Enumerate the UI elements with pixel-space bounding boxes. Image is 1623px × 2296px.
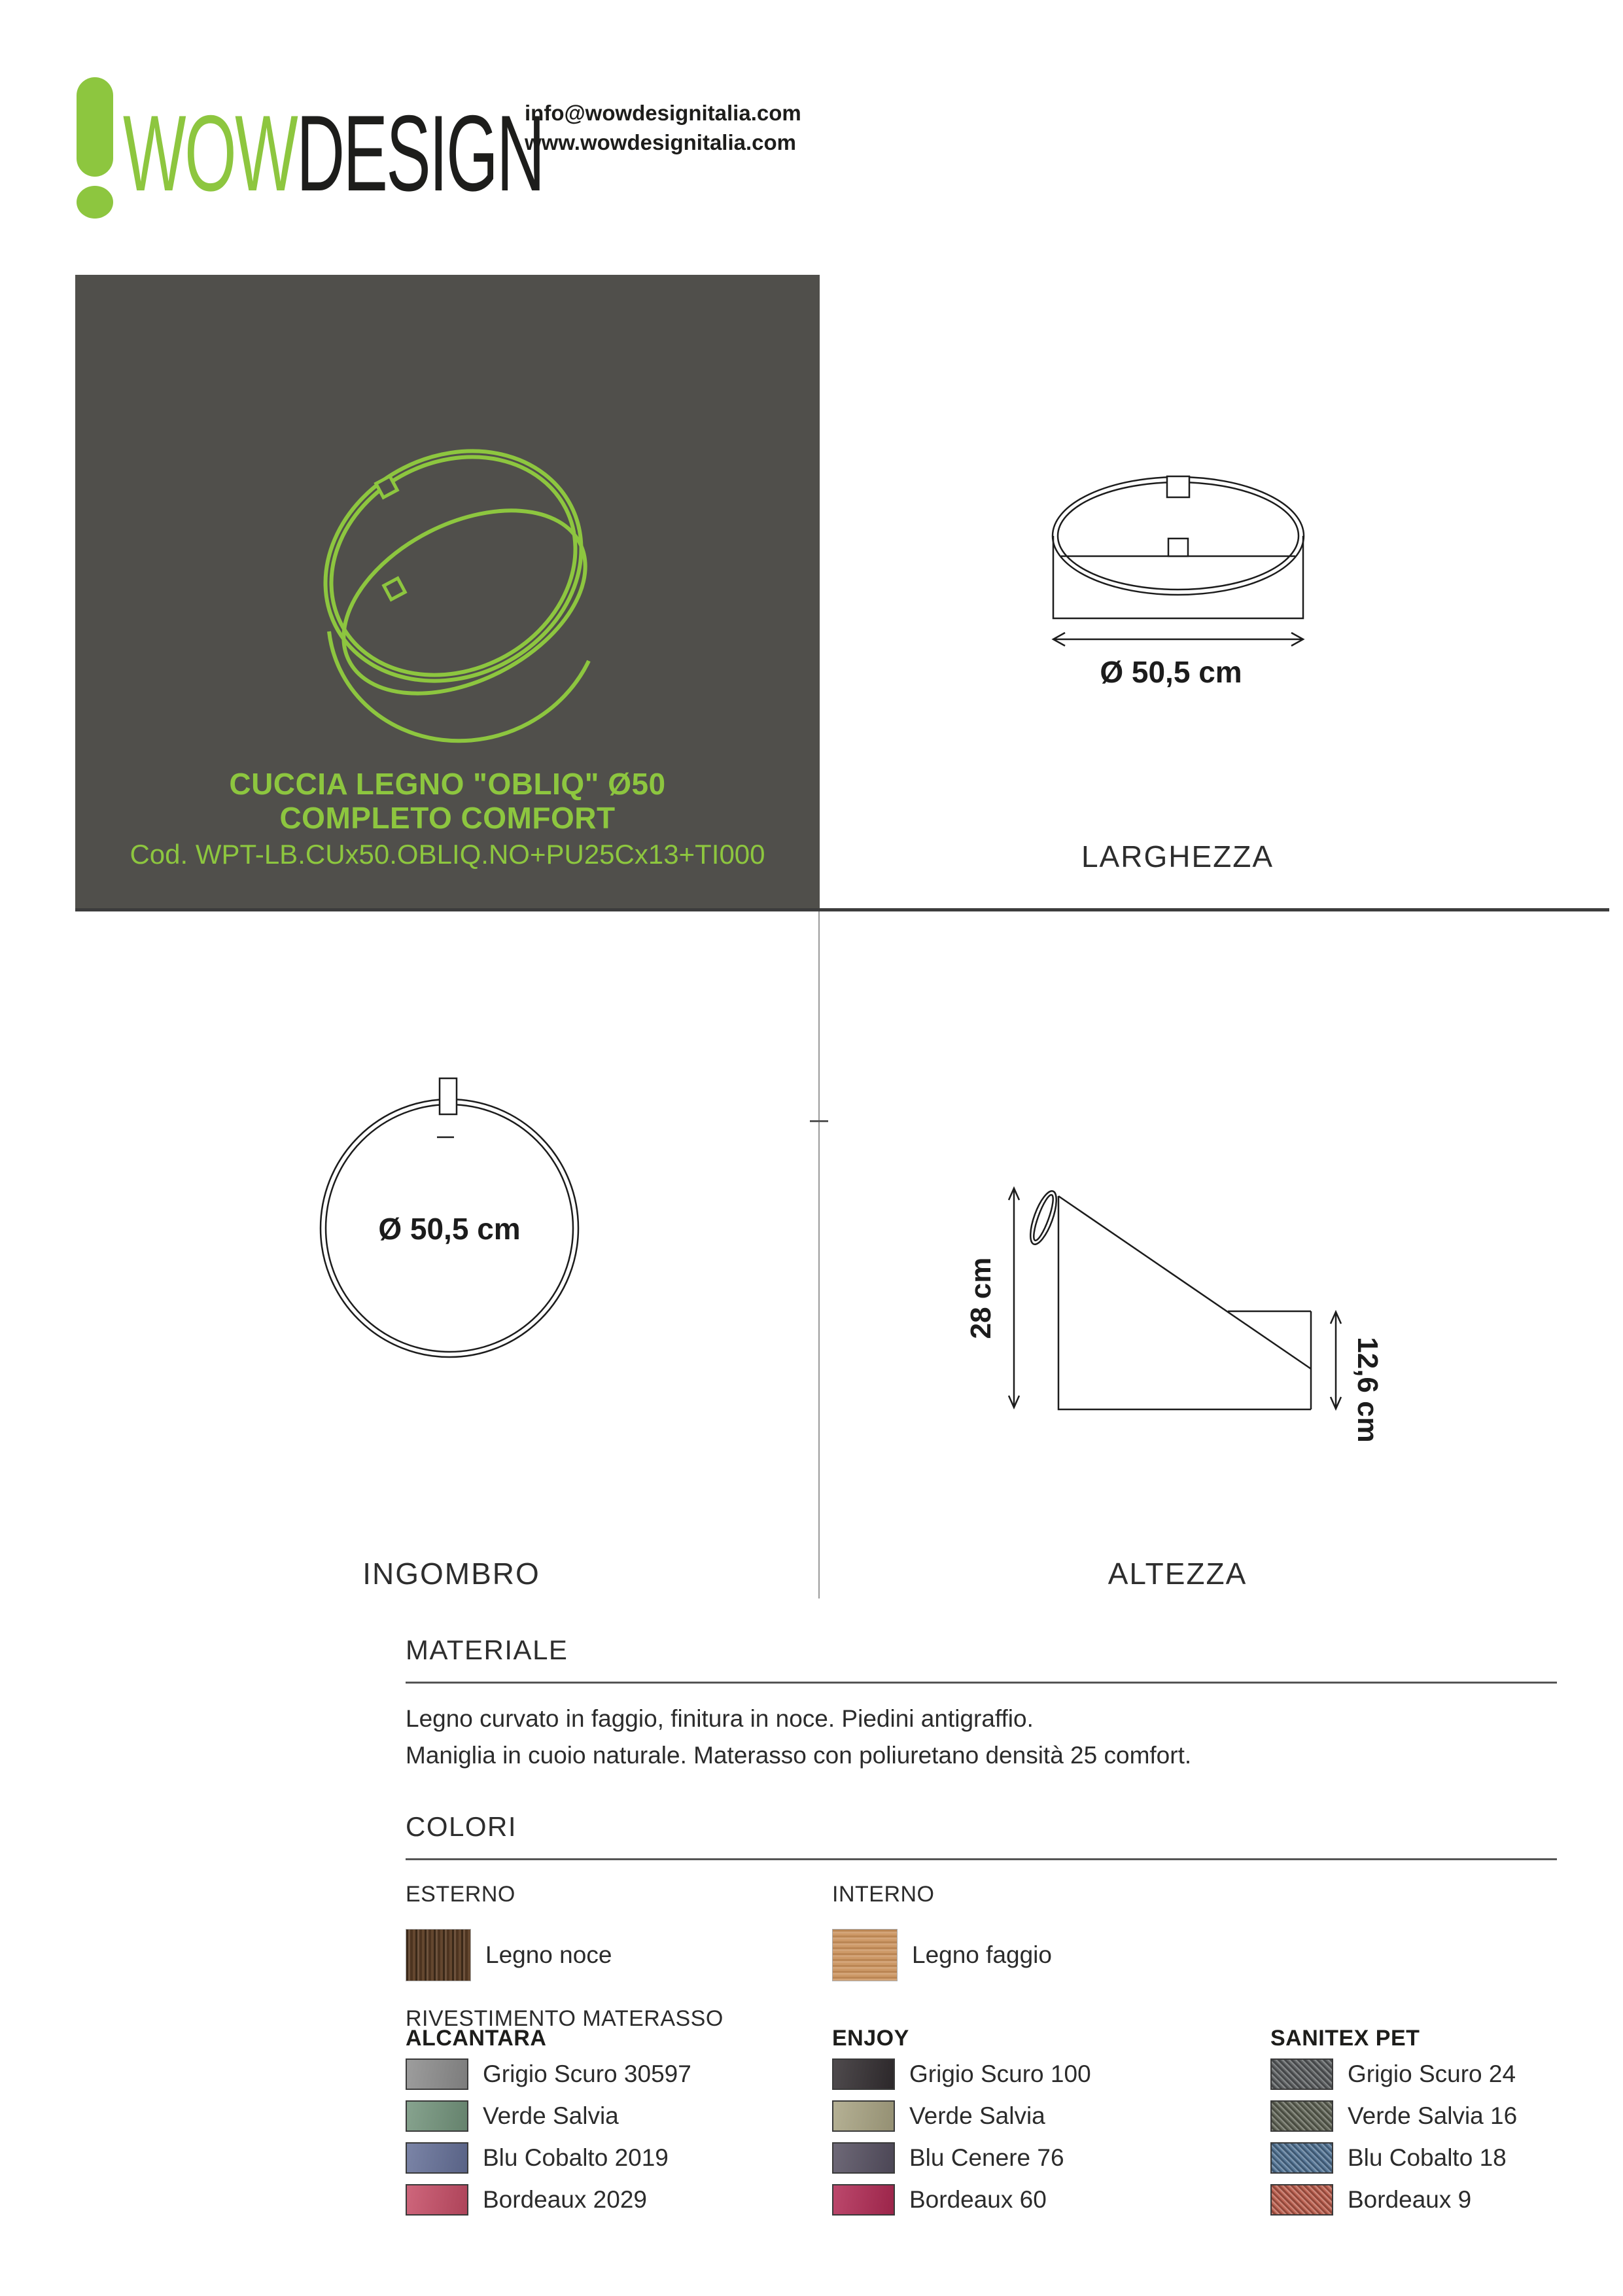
color-swatch	[1270, 2058, 1333, 2090]
divider-tick	[810, 1120, 828, 1122]
alcantara-swatch-column	[406, 2058, 691, 2216]
swatch-row	[832, 2100, 1091, 2132]
color-swatch	[832, 2142, 895, 2174]
legno-noce-swatch	[406, 1929, 471, 1981]
swatch-label: Verde Salvia	[909, 2102, 1045, 2129]
legno-faggio-swatch	[832, 1929, 898, 1981]
sanitex-swatch-column	[1270, 2058, 1517, 2216]
interno-label: INTERNO	[832, 1882, 935, 1907]
swatch-label: Grigio Scuro 24	[1348, 2060, 1516, 2087]
swatch-label: Blu Cobalto 2019	[483, 2144, 669, 2171]
swatch-row	[832, 2142, 1091, 2174]
esterno-label: ESTERNO	[406, 1882, 515, 1907]
swatch-row	[1270, 2100, 1517, 2132]
larghezza-label: LARGHEZZA	[1081, 839, 1274, 874]
swatch-label: Verde Salvia 16	[1348, 2102, 1518, 2129]
colori-heading: COLORI	[406, 1811, 517, 1842]
ingombro-dimension: Ø 50,5 cm	[378, 1212, 521, 1246]
swatch-label: Verde Salvia	[483, 2102, 619, 2129]
logo-exclamation-icon	[77, 77, 113, 177]
swatch-row	[406, 2184, 691, 2216]
swatch-row	[832, 2058, 1091, 2090]
legno-noce-label: Legno noce	[485, 1941, 612, 1968]
materiale-line1: Legno curvato in faggio, finitura in noce. Piedini antigraffio.	[406, 1705, 1034, 1732]
collection-header-enjoy: ENJOY	[832, 2026, 909, 2051]
altezza-label: ALTEZZA	[1108, 1557, 1248, 1591]
swatch-label: Grigio Scuro 30597	[483, 2060, 691, 2087]
materiale-rule	[406, 1682, 1557, 1684]
color-swatch	[832, 2184, 895, 2216]
product-line-art	[311, 438, 599, 766]
swatch-row	[406, 2100, 691, 2132]
color-swatch	[1270, 2100, 1333, 2132]
interno-swatch-row	[832, 1929, 1052, 1981]
materiale-line2: Maniglia in cuoio naturale. Materasso con poliuretano densità 25 comfort.	[406, 1742, 1192, 1769]
color-swatch	[406, 2142, 468, 2174]
color-swatch	[406, 2184, 468, 2216]
collection-header-alcantara: ALCANTARA	[406, 2026, 547, 2051]
swatch-label: Blu Cenere 76	[909, 2144, 1064, 2171]
enjoy-swatch-column	[832, 2058, 1091, 2216]
larghezza-dimension: Ø 50,5 cm	[1100, 655, 1242, 689]
swatch-label: Bordeaux 2029	[483, 2186, 647, 2213]
side-view-drawing	[942, 1174, 1400, 1417]
product-panel	[75, 275, 820, 908]
colori-rule	[406, 1858, 1557, 1860]
altezza-back-dimension: 28 cm	[965, 1257, 997, 1339]
color-swatch	[832, 2058, 895, 2090]
color-swatch	[1270, 2142, 1333, 2174]
color-swatch	[1270, 2184, 1333, 2216]
swatch-row	[832, 2184, 1091, 2216]
swatch-row	[406, 2058, 691, 2090]
rivestimento-label: RIVESTIMENTO MATERASSO	[406, 2006, 724, 2031]
logo-design-text: DESIGN	[296, 93, 544, 213]
contact-info	[525, 98, 801, 157]
swatch-row	[406, 2142, 691, 2174]
front-view-drawing	[1007, 468, 1348, 658]
color-swatch	[832, 2100, 895, 2132]
swatch-label: Grigio Scuro 100	[909, 2060, 1091, 2087]
swatch-label: Bordeaux 9	[1348, 2186, 1472, 2213]
swatch-row	[1270, 2184, 1517, 2216]
materiale-heading: MATERIALE	[406, 1634, 568, 1665]
contact-email[interactable]: info@wowdesignitalia.com	[525, 101, 801, 125]
swatch-row	[1270, 2142, 1517, 2174]
color-swatch	[406, 2100, 468, 2132]
swatch-row	[1270, 2058, 1517, 2090]
collection-header-sanitex-pet: SANITEX PET	[1270, 2026, 1420, 2051]
ingombro-label: INGOMBRO	[362, 1557, 540, 1591]
logo-wordmark	[123, 93, 544, 213]
esterno-swatch-row	[406, 1929, 612, 1981]
swatch-label: Bordeaux 60	[909, 2186, 1047, 2213]
swatch-label: Blu Cobalto 18	[1348, 2144, 1507, 2171]
altezza-front-dimension: 12,6 cm	[1352, 1337, 1384, 1443]
logo-wow-text: WOW	[123, 93, 297, 213]
color-swatch	[406, 2058, 468, 2090]
product-title-line1: CUCCIA LEGNO "OBLIQ" Ø50	[229, 767, 666, 801]
vertical-divider	[818, 911, 820, 1598]
legno-faggio-label: Legno faggio	[912, 1941, 1052, 1968]
product-code: Cod. WPT-LB.CUx50.OBLIQ.NO+PU25Cx13+TI000	[130, 839, 765, 870]
product-title-line2: COMPLETO COMFORT	[279, 801, 616, 835]
main-horizontal-divider	[75, 908, 1609, 911]
logo-exclamation-dot-icon	[77, 186, 113, 219]
contact-website[interactable]: www.wowdesignitalia.com	[525, 130, 797, 154]
